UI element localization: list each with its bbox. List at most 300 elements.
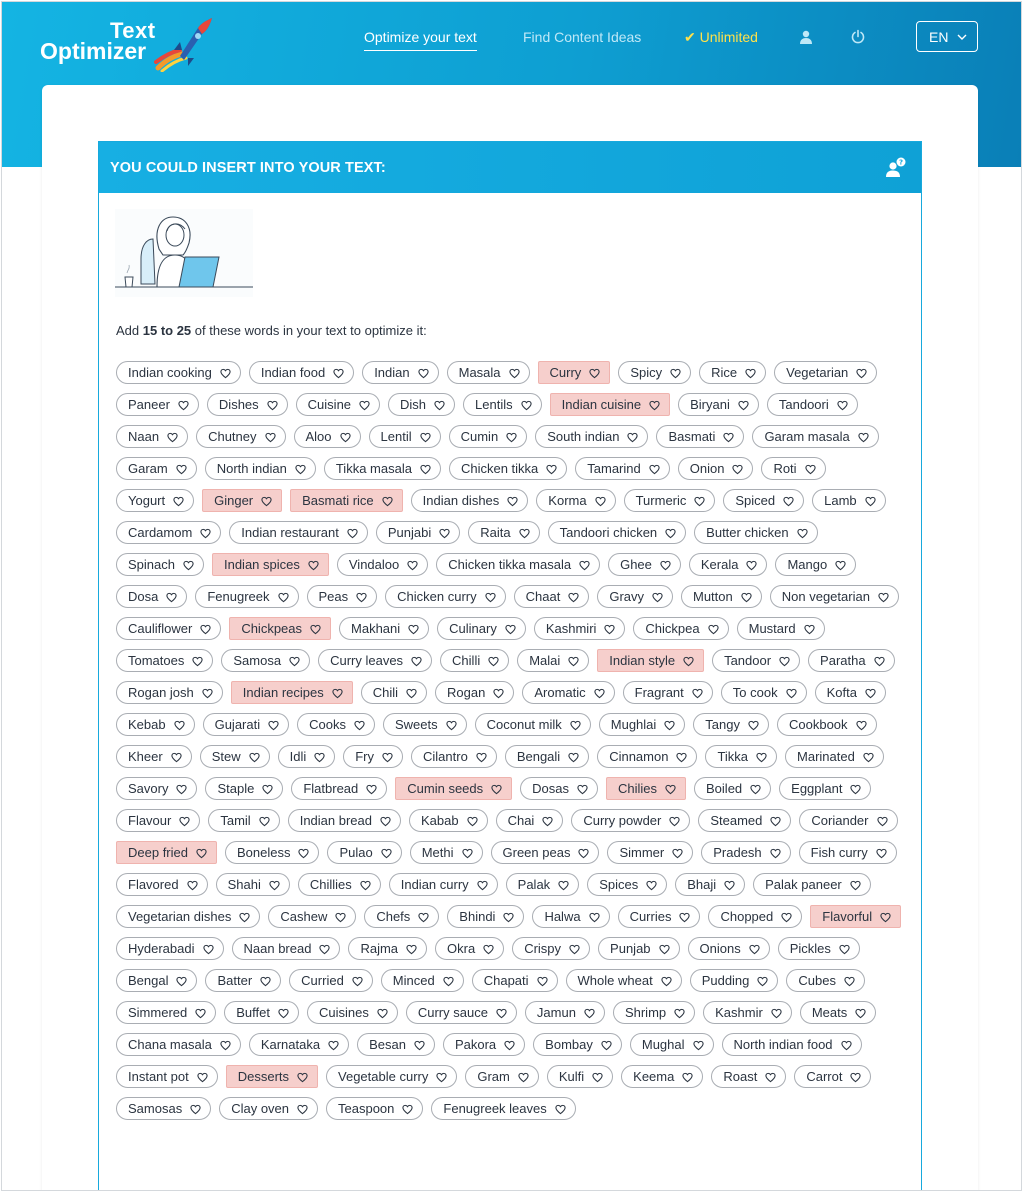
keyword-tag[interactable] [705, 745, 777, 768]
heart-icon[interactable] [779, 655, 790, 666]
heart-icon[interactable] [856, 367, 867, 378]
keyword-tag[interactable] [571, 809, 690, 832]
keyword-tag[interactable] [202, 489, 282, 512]
keyword-tag[interactable] [116, 1097, 211, 1120]
heart-icon[interactable] [259, 815, 270, 826]
keyword-tag[interactable] [411, 489, 529, 512]
heart-icon[interactable] [708, 623, 719, 634]
keyword-tag[interactable] [116, 617, 221, 640]
heart-icon[interactable] [174, 719, 185, 730]
heart-icon[interactable] [202, 687, 213, 698]
heart-icon[interactable] [865, 687, 876, 698]
heart-icon[interactable] [407, 559, 418, 570]
keyword-tag[interactable] [699, 361, 766, 384]
keyword-tag[interactable] [443, 1033, 525, 1056]
keyword-tag[interactable] [775, 553, 856, 576]
keyword-tag[interactable] [212, 553, 329, 576]
heart-icon[interactable] [665, 527, 676, 538]
heart-icon[interactable] [683, 655, 694, 666]
keyword-tag[interactable] [548, 521, 687, 544]
heart-icon[interactable] [166, 591, 177, 602]
heart-icon[interactable] [192, 655, 203, 666]
heart-icon[interactable] [723, 431, 734, 442]
heart-icon[interactable] [786, 687, 797, 698]
keyword-tag[interactable] [675, 873, 745, 896]
heart-icon[interactable] [382, 751, 393, 762]
keyword-tag[interactable] [205, 457, 316, 480]
keyword-tag[interactable] [774, 361, 877, 384]
heart-icon[interactable] [844, 975, 855, 986]
heart-icon[interactable] [670, 367, 681, 378]
heart-icon[interactable] [855, 1007, 866, 1018]
heart-icon[interactable] [797, 527, 808, 538]
keyword-tag[interactable] [623, 681, 713, 704]
keyword-tag[interactable] [343, 745, 403, 768]
heart-icon[interactable] [595, 495, 606, 506]
keyword-tag[interactable] [326, 1065, 457, 1088]
heart-icon[interactable] [584, 1007, 595, 1018]
heart-icon[interactable] [477, 879, 488, 890]
heart-icon[interactable] [505, 623, 516, 634]
keyword-tag[interactable] [520, 777, 598, 800]
keyword-tag[interactable] [599, 713, 686, 736]
heart-icon[interactable] [493, 687, 504, 698]
heart-icon[interactable] [518, 1071, 529, 1082]
keyword-tag[interactable] [737, 617, 825, 640]
heart-icon[interactable] [359, 399, 370, 410]
keyword-tag[interactable] [203, 713, 290, 736]
heart-icon[interactable] [220, 367, 231, 378]
heart-icon[interactable] [262, 783, 273, 794]
keyword-tag[interactable] [712, 649, 800, 672]
heart-icon[interactable] [537, 975, 548, 986]
keyword-tag[interactable] [598, 937, 679, 960]
heart-icon[interactable] [420, 431, 431, 442]
heart-icon[interactable] [179, 815, 190, 826]
nav-find-content-ideas[interactable]: Find Content Ideas [523, 29, 642, 45]
keyword-tag[interactable] [777, 713, 877, 736]
heart-icon[interactable] [265, 431, 276, 442]
heart-icon[interactable] [171, 751, 182, 762]
keyword-tag[interactable] [327, 841, 401, 864]
heart-icon[interactable] [382, 495, 393, 506]
keyword-tag[interactable] [799, 809, 897, 832]
heart-icon[interactable] [503, 911, 514, 922]
keyword-tag[interactable] [410, 841, 483, 864]
heart-icon[interactable] [627, 431, 638, 442]
keyword-tag[interactable] [449, 457, 567, 480]
heart-icon[interactable] [592, 1071, 603, 1082]
heart-icon[interactable] [507, 495, 518, 506]
keyword-tag[interactable] [512, 937, 590, 960]
keyword-tag[interactable] [298, 873, 381, 896]
keyword-tag[interactable] [116, 1065, 218, 1088]
keyword-tag[interactable] [116, 841, 217, 864]
heart-icon[interactable] [462, 847, 473, 858]
heart-icon[interactable] [352, 975, 363, 986]
keyword-tag[interactable] [116, 585, 187, 608]
heart-icon[interactable] [319, 943, 330, 954]
heart-icon[interactable] [568, 655, 579, 666]
heart-icon[interactable] [674, 1007, 685, 1018]
heart-icon[interactable] [381, 847, 392, 858]
keyword-tag[interactable] [369, 425, 441, 448]
heart-icon[interactable] [659, 943, 670, 954]
heart-icon[interactable] [328, 1039, 339, 1050]
keyword-tag[interactable] [357, 1033, 435, 1056]
keyword-tag[interactable] [721, 681, 807, 704]
keyword-tag[interactable] [436, 553, 600, 576]
keyword-tag[interactable] [575, 457, 669, 480]
keyword-tag[interactable] [587, 873, 667, 896]
heart-icon[interactable] [856, 719, 867, 730]
heart-icon[interactable] [805, 463, 816, 474]
heart-icon[interactable] [190, 1103, 201, 1114]
heart-icon[interactable] [333, 367, 344, 378]
heart-icon[interactable] [366, 783, 377, 794]
keyword-tag[interactable] [249, 1033, 349, 1056]
heart-icon[interactable] [436, 1071, 447, 1082]
heart-icon[interactable] [682, 1071, 693, 1082]
heart-icon[interactable] [770, 847, 781, 858]
heart-icon[interactable] [865, 495, 876, 506]
keyword-tag[interactable] [395, 777, 512, 800]
heart-icon[interactable] [555, 1103, 566, 1114]
keyword-tag[interactable] [496, 809, 564, 832]
keyword-tag[interactable] [630, 1033, 714, 1056]
nav-unlimited[interactable]: ✔ Unlimited [684, 29, 758, 45]
keyword-tag[interactable] [447, 361, 530, 384]
keyword-tag[interactable] [116, 457, 197, 480]
heart-icon[interactable] [756, 751, 767, 762]
keyword-tag[interactable] [232, 937, 341, 960]
keyword-tag[interactable] [532, 905, 609, 928]
keyword-tag[interactable] [800, 1001, 876, 1024]
heart-icon[interactable] [579, 559, 590, 570]
heart-icon[interactable] [863, 751, 874, 762]
heart-icon[interactable] [249, 751, 260, 762]
keyword-tag[interactable] [547, 1065, 613, 1088]
heart-icon[interactable] [239, 911, 250, 922]
keyword-tag[interactable] [597, 745, 697, 768]
heart-icon[interactable] [340, 431, 351, 442]
heart-icon[interactable] [783, 495, 794, 506]
keyword-tag[interactable] [196, 425, 285, 448]
heart-icon[interactable] [278, 1007, 289, 1018]
keyword-tag[interactable] [506, 873, 580, 896]
keyword-tag[interactable] [225, 841, 319, 864]
heart-icon[interactable] [183, 559, 194, 570]
heart-icon[interactable] [310, 623, 321, 634]
keyword-tag[interactable] [688, 937, 770, 960]
keyword-tag[interactable] [698, 809, 791, 832]
keyword-tag[interactable] [447, 905, 524, 928]
heart-icon[interactable] [354, 719, 365, 730]
keyword-tag[interactable] [678, 457, 754, 480]
heart-icon[interactable] [679, 911, 690, 922]
keyword-tag[interactable] [116, 713, 195, 736]
heart-icon[interactable] [178, 399, 189, 410]
heart-icon[interactable] [360, 879, 371, 890]
keyword-tag[interactable] [778, 937, 860, 960]
keyword-tag[interactable] [517, 649, 589, 672]
heart-icon[interactable] [195, 1007, 206, 1018]
heart-icon[interactable] [491, 783, 502, 794]
heart-icon[interactable] [558, 879, 569, 890]
keyword-tag[interactable] [522, 681, 614, 704]
keyword-tag[interactable] [449, 425, 528, 448]
heart-icon[interactable] [308, 559, 319, 570]
keyword-tag[interactable] [224, 1001, 299, 1024]
keyword-tag[interactable] [339, 617, 429, 640]
heart-icon[interactable] [874, 655, 885, 666]
heart-icon[interactable] [298, 847, 309, 858]
keyword-tag[interactable] [708, 905, 802, 928]
keyword-tag[interactable] [116, 649, 213, 672]
heart-icon[interactable] [850, 783, 861, 794]
keyword-tag[interactable] [711, 1065, 786, 1088]
keyword-tag[interactable] [701, 841, 790, 864]
keyword-tag[interactable] [364, 905, 439, 928]
heart-icon[interactable] [569, 943, 580, 954]
heart-icon[interactable] [402, 1103, 413, 1114]
keyword-tag[interactable] [381, 969, 464, 992]
heart-icon[interactable] [746, 559, 757, 570]
keyword-tag[interactable] [116, 553, 204, 576]
heart-icon[interactable] [665, 783, 676, 794]
keyword-tag[interactable] [694, 777, 771, 800]
heart-icon[interactable] [839, 943, 850, 954]
heart-icon[interactable] [261, 495, 272, 506]
keyword-tag[interactable] [207, 393, 288, 416]
heart-icon[interactable] [268, 719, 279, 730]
keyword-tag[interactable] [753, 873, 871, 896]
keyword-tag[interactable] [566, 969, 682, 992]
keyword-tag[interactable] [249, 361, 354, 384]
keyword-tag[interactable] [388, 393, 455, 416]
heart-icon[interactable] [314, 751, 325, 762]
keyword-tag[interactable] [785, 745, 884, 768]
keyword-tag[interactable] [208, 809, 279, 832]
heart-icon[interactable] [418, 911, 429, 922]
heart-icon[interactable] [770, 815, 781, 826]
heart-icon[interactable] [757, 975, 768, 986]
keyword-tag[interactable] [435, 681, 514, 704]
keyword-tag[interactable] [290, 489, 403, 512]
keyword-tag[interactable] [815, 681, 886, 704]
heart-icon[interactable] [601, 1039, 612, 1050]
keyword-tag[interactable] [116, 873, 208, 896]
heart-icon[interactable] [880, 911, 891, 922]
keyword-tag[interactable] [786, 969, 865, 992]
heart-icon[interactable] [858, 431, 869, 442]
heart-icon[interactable] [176, 463, 187, 474]
keyword-tag[interactable] [389, 873, 498, 896]
heart-icon[interactable] [483, 943, 494, 954]
keyword-tag[interactable] [226, 1065, 318, 1088]
heart-icon[interactable] [196, 847, 207, 858]
keyword-tag[interactable] [812, 489, 886, 512]
heart-icon[interactable] [692, 687, 703, 698]
keyword-tag[interactable] [633, 617, 728, 640]
keyword-tag[interactable] [362, 361, 438, 384]
keyword-tag[interactable] [229, 617, 331, 640]
heart-icon[interactable] [485, 591, 496, 602]
heart-icon[interactable] [347, 527, 358, 538]
keyword-tag[interactable] [116, 969, 197, 992]
keyword-tag[interactable] [535, 425, 648, 448]
keyword-tag[interactable] [406, 1001, 517, 1024]
heart-icon[interactable] [748, 719, 759, 730]
keyword-tag[interactable] [291, 777, 387, 800]
heart-icon[interactable] [411, 655, 422, 666]
keyword-tag[interactable] [550, 393, 671, 416]
keyword-tag[interactable] [678, 393, 759, 416]
heart-icon[interactable] [506, 431, 517, 442]
keyword-tag[interactable] [463, 393, 542, 416]
heart-icon[interactable] [332, 687, 343, 698]
keyword-tag[interactable] [411, 745, 497, 768]
keyword-tag[interactable] [385, 585, 505, 608]
heart-icon[interactable] [660, 559, 671, 570]
keyword-tag[interactable] [722, 1033, 862, 1056]
heart-icon[interactable] [568, 591, 579, 602]
keyword-tag[interactable] [205, 777, 283, 800]
heart-icon[interactable] [200, 623, 211, 634]
keyword-tag[interactable] [307, 1001, 398, 1024]
keyword-tag[interactable] [116, 361, 241, 384]
keyword-tag[interactable] [205, 969, 281, 992]
keyword-tag[interactable] [116, 521, 221, 544]
heart-icon[interactable] [738, 399, 749, 410]
heart-icon[interactable] [295, 463, 306, 474]
keyword-tag[interactable] [383, 713, 467, 736]
heart-icon[interactable] [519, 527, 530, 538]
keyword-tag[interactable] [808, 649, 895, 672]
keyword-tag[interactable] [779, 777, 871, 800]
keyword-tag[interactable] [693, 713, 769, 736]
keyword-tag[interactable] [613, 1001, 695, 1024]
heart-icon[interactable] [504, 1039, 515, 1050]
keyword-tag[interactable] [116, 809, 200, 832]
heart-icon[interactable] [578, 847, 589, 858]
keyword-tag[interactable] [624, 489, 716, 512]
keyword-tag[interactable] [514, 585, 590, 608]
keyword-tag[interactable] [465, 1065, 539, 1088]
keyword-tag[interactable] [376, 521, 460, 544]
heart-icon[interactable] [377, 1007, 388, 1018]
heart-icon[interactable] [260, 975, 271, 986]
heart-icon[interactable] [269, 879, 280, 890]
keyword-tag[interactable] [324, 457, 441, 480]
heart-icon[interactable] [200, 527, 211, 538]
keyword-tag[interactable] [505, 745, 589, 768]
keyword-tag[interactable] [216, 873, 290, 896]
heart-icon[interactable] [509, 367, 520, 378]
keyword-tag[interactable] [475, 713, 591, 736]
power-icon[interactable] [850, 29, 866, 45]
heart-icon[interactable] [406, 943, 417, 954]
keyword-tag[interactable] [288, 809, 401, 832]
heart-icon[interactable] [745, 367, 756, 378]
heart-icon[interactable] [577, 783, 588, 794]
keyword-tag[interactable] [440, 649, 509, 672]
keyword-tag[interactable] [767, 393, 858, 416]
heart-icon[interactable] [220, 1039, 231, 1050]
heart-icon[interactable] [694, 495, 705, 506]
keyword-tag[interactable] [608, 553, 681, 576]
heart-icon[interactable] [542, 815, 553, 826]
user-question-icon[interactable] [885, 157, 907, 179]
keyword-tag[interactable] [618, 905, 701, 928]
keyword-tag[interactable] [689, 553, 768, 576]
keyword-tag[interactable] [435, 937, 504, 960]
keyword-tag[interactable] [307, 585, 378, 608]
keyword-tag[interactable] [318, 649, 432, 672]
keyword-tag[interactable] [116, 1033, 241, 1056]
keyword-tag[interactable] [116, 489, 194, 512]
heart-icon[interactable] [804, 623, 815, 634]
heart-icon[interactable] [408, 623, 419, 634]
heart-icon[interactable] [837, 399, 848, 410]
heart-icon[interactable] [297, 1103, 308, 1114]
keyword-tag[interactable] [116, 777, 197, 800]
keyword-tag[interactable] [694, 521, 817, 544]
keyword-tag[interactable] [116, 937, 224, 960]
keyword-tag[interactable] [597, 585, 673, 608]
heart-icon[interactable] [521, 399, 532, 410]
keyword-tag[interactable] [761, 457, 825, 480]
heart-icon[interactable] [672, 847, 683, 858]
language-select[interactable] [916, 21, 978, 52]
heart-icon[interactable] [467, 815, 478, 826]
heart-icon[interactable] [604, 623, 615, 634]
heart-icon[interactable] [594, 687, 605, 698]
keyword-tag[interactable] [606, 777, 686, 800]
heart-icon[interactable] [380, 815, 391, 826]
keyword-tag[interactable] [681, 585, 762, 608]
keyword-tag[interactable] [618, 361, 691, 384]
keyword-tag[interactable] [607, 841, 693, 864]
keyword-tag[interactable] [361, 681, 427, 704]
heart-icon[interactable] [749, 943, 760, 954]
heart-icon[interactable] [646, 879, 657, 890]
keyword-tag[interactable] [703, 1001, 792, 1024]
keyword-tag[interactable] [538, 361, 611, 384]
keyword-tag[interactable] [472, 969, 558, 992]
keyword-tag[interactable] [200, 745, 270, 768]
heart-icon[interactable] [546, 463, 557, 474]
keyword-tag[interactable] [195, 585, 298, 608]
keyword-tag[interactable] [268, 905, 356, 928]
heart-icon[interactable] [878, 591, 889, 602]
heart-icon[interactable] [335, 911, 346, 922]
heart-icon[interactable] [765, 1071, 776, 1082]
keyword-tag[interactable] [536, 489, 615, 512]
heart-icon[interactable] [664, 719, 675, 730]
keyword-tag[interactable] [294, 425, 361, 448]
heart-icon[interactable] [750, 783, 761, 794]
heart-icon[interactable] [570, 719, 581, 730]
heart-icon[interactable] [476, 751, 487, 762]
keyword-tag[interactable] [752, 425, 878, 448]
keyword-tag[interactable] [229, 521, 368, 544]
heart-icon[interactable] [488, 655, 499, 666]
heart-icon[interactable] [267, 399, 278, 410]
heart-icon[interactable] [669, 815, 680, 826]
heart-icon[interactable] [443, 975, 454, 986]
heart-icon[interactable] [203, 943, 214, 954]
